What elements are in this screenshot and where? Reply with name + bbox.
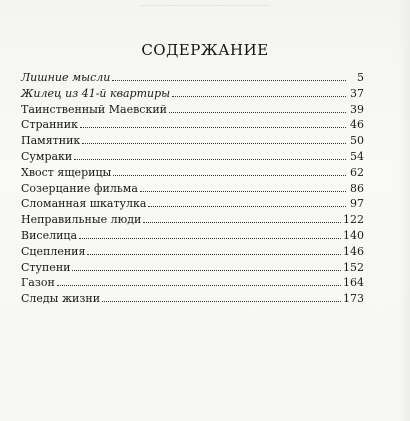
toc-entry-page: 164 (343, 276, 364, 290)
toc-entry-title: Ступени (21, 260, 71, 274)
dot-leader (169, 112, 346, 113)
toc-entry-title: Созерцание фильма (21, 181, 138, 195)
toc-entry-page: 5 (357, 71, 364, 84)
toc-entry-page: 37 (350, 86, 364, 100)
dot-leader (79, 238, 341, 239)
toc-entry (21, 165, 364, 181)
toc-entry (21, 196, 364, 212)
toc-entry-page: 146 (343, 244, 364, 258)
toc-entry-title: Сумраки (21, 149, 73, 163)
page-edge-shadow (398, 0, 410, 421)
toc-entry-page: 122 (343, 213, 364, 227)
toc-entry-page: 152 (343, 260, 364, 274)
toc-entry (21, 212, 364, 228)
toc-entry-title: Хвост ящерицы (21, 165, 112, 179)
toc-entry (21, 86, 364, 102)
toc-entry-title: Лишние мысли (21, 71, 111, 84)
toc-entry (21, 275, 364, 291)
toc-entry (21, 228, 364, 244)
toc-entry-page: 50 (350, 134, 364, 148)
dot-leader (113, 175, 346, 176)
toc-entry (21, 181, 364, 197)
page-title: СОДЕРЖАНИЕ (141, 41, 269, 59)
toc-entry-title: Сломанная шкатулка (21, 197, 147, 211)
toc-entry-title: Неправильные люди (21, 213, 142, 227)
toc-entry-page: 39 (350, 102, 364, 116)
dot-leader (143, 222, 341, 223)
dot-leader (80, 127, 346, 128)
toc-entry-page: 173 (343, 292, 364, 306)
toc-entry-page: 97 (350, 197, 364, 211)
toc-entry (21, 102, 364, 118)
dot-leader (112, 80, 346, 81)
toc-entry (21, 149, 364, 165)
toc-entry (21, 117, 364, 133)
toc-entry (21, 244, 364, 260)
dot-leader (72, 270, 341, 271)
toc-entry-page: 46 (350, 118, 364, 132)
toc-entry (21, 260, 364, 276)
toc-entry-title: Сцепления (21, 244, 86, 258)
dot-leader (172, 96, 346, 97)
toc-entry-title: Жилец из 41-й квартиры (21, 86, 171, 100)
table-of-contents (21, 70, 364, 307)
toc-entry-page: 54 (350, 149, 364, 163)
dot-leader (57, 285, 341, 286)
dot-leader (74, 159, 346, 160)
dot-leader (102, 301, 341, 302)
dot-leader (82, 143, 346, 144)
toc-entry-title: Следы жизни (21, 292, 101, 306)
toc-entry-page: 62 (350, 165, 364, 179)
toc-entry-title: Странник (21, 118, 78, 132)
toc-entry-title: Памятник (21, 134, 81, 148)
toc-entry-title: Газон (21, 276, 55, 290)
dot-leader (87, 254, 341, 255)
dot-leader (148, 206, 346, 207)
toc-entry-title: Виселица (21, 228, 78, 242)
faded-header-text: .................................................... (139, 0, 271, 8)
toc-entry (21, 70, 364, 86)
toc-entry (21, 133, 364, 149)
toc-entry (21, 291, 364, 307)
toc-entry-page: 86 (350, 181, 364, 195)
dot-leader (140, 191, 346, 192)
toc-entry-title: Таинственный Маевский (21, 102, 167, 116)
toc-entry-page: 140 (343, 228, 364, 242)
